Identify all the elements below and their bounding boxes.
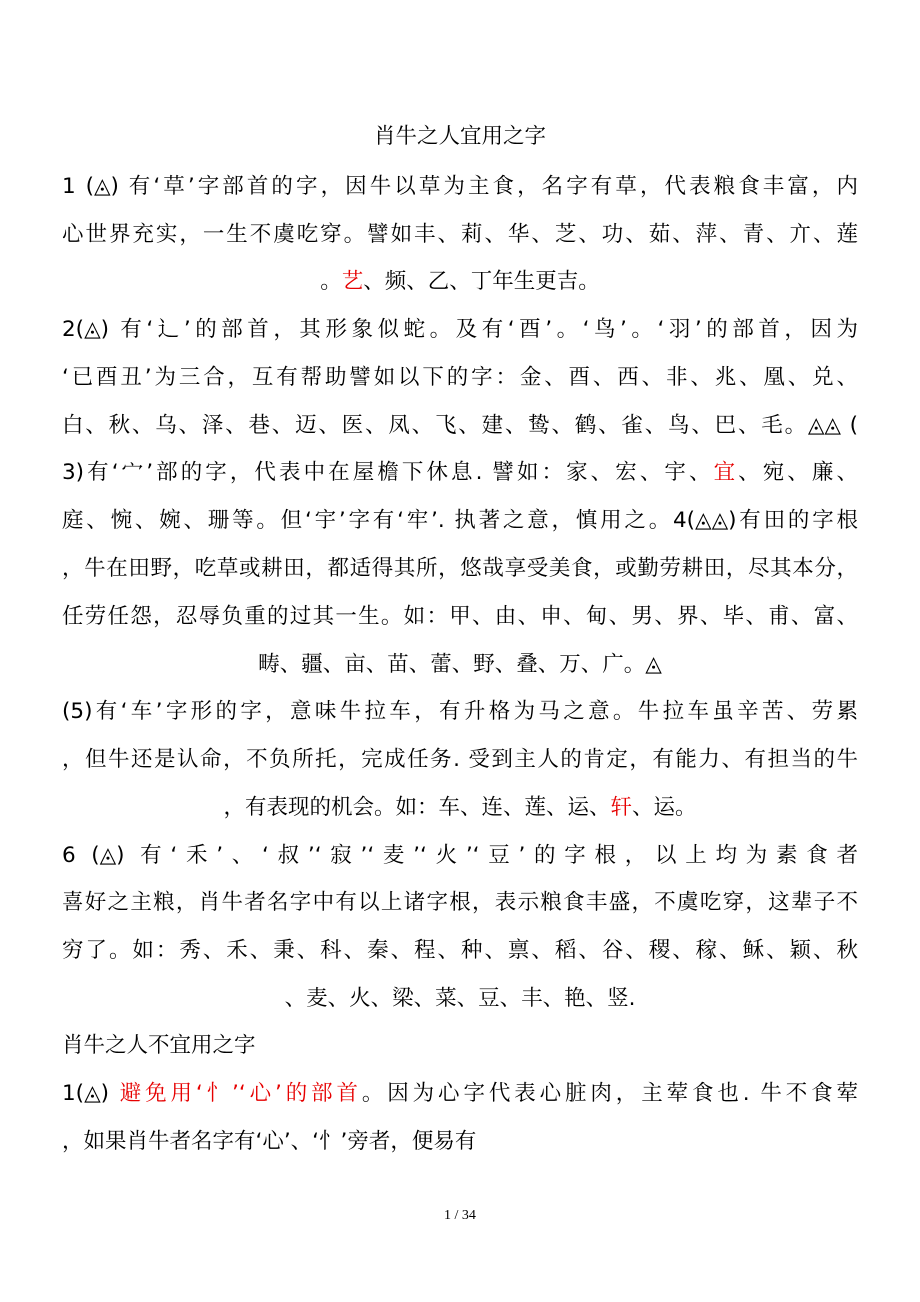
text-segment: 肖牛之人不宜用之字 [62,1033,256,1058]
text-line [62,220,858,250]
text-line [62,793,858,823]
text-line [62,1127,858,1157]
text-line [62,363,858,393]
text-line [62,841,858,871]
text-segment: 心世界充实，一生不虞吃穿。譬如丰、莉、华、芝、功、茹、萍、青、亣、莲 [62,222,858,247]
text-line [62,745,858,775]
text-segment: ，牛在田野，吃草或耕田，都适得其所，悠哉享受美食，或勤劳耕田，尽其本分， [62,556,858,581]
text-segment: ‘已酉丑’为三合，互有帮助譬如以下的字：金、酉、西、非、兆、凰、兑、 [62,365,858,390]
text-line [62,267,858,297]
text-line [62,697,858,727]
text-line [62,554,858,584]
text-segment: ，如果肖牛者名字有‘心’、‘忄’旁者，便易有 [62,1129,477,1154]
text-line [62,888,858,918]
text-segment: 、麦、火、梁、菜、豆、丰、艳、竖. [284,986,636,1011]
text-segment: ，但牛还是认命，不负所托，完成任务. 受到主人的肯定，有能力、有担当的牛 [62,747,858,772]
text-line [62,458,858,488]
highlight-text: 宜 [713,460,739,485]
page-number: 1 / 34 [444,1208,476,1223]
text-line [62,602,858,632]
text-segment: 1 (◬) 有‘草’字部首的字，因牛以草为主食，名字有草，代表粮食丰富，内 [62,174,858,199]
text-line [62,650,858,680]
text-segment: 、频、乙、丁年生更吉。 [363,269,600,294]
text-line [62,1079,858,1109]
text-segment: 任劳任怨，忍辱负重的过其一生。如：甲、由、申、甸、男、界、毕、甫、富、 [62,604,858,629]
text-line [62,506,858,536]
text-segment: 庭、惋、婉、珊等。但‘宇’字有‘牢’. 执著之意，慎用之。4(◬◬)有田的字根 [62,508,858,533]
highlight-text: 艺 [341,269,364,294]
text-line [62,984,858,1014]
text-segment: 喜好之主粮，肖牛者名字中有以上诸字根，表示粮食丰盛，不虞吃穿，这辈子不 [62,890,858,915]
text-segment: 3)有‘宀’部的字，代表中在屋檐下休息. 譬如：家、宏、宇、 [62,460,714,485]
text-line [62,315,858,345]
page-title: 肖牛之人宜用之字 [373,124,546,149]
text-segment: ，有表现的机会。如：车、连、莲、运、 [223,795,611,820]
text-segment: 、宛、廉、 [738,460,858,485]
highlight-text: 轩 [610,795,632,820]
text-segment: 2(◬) 有‘辶’的部首，其形象似蛇。及有‘酉’。‘鸟’。‘羽’的部首，因为 [62,317,859,342]
text-segment: 6 (◬) 有‘禾’、‘叔’‘寂’‘麦’‘火’‘豆’的字根，以上均为素食者 [62,843,858,868]
text-segment: 穷了。如：秀、禾、秉、科、秦、程、种、禀、稻、谷、稷、稼、稣、颖、秋 [62,938,858,963]
text-segment: 白、秋、乌、泽、巷、迈、医、凤、飞、建、鸷、鹤、雀、鸟、巴、毛。◬◬ ( [62,413,858,438]
text-line [62,936,858,966]
text-segment: (5)有‘车’字形的字，意味牛拉车，有升格为马之意。牛拉车虽辛苦、劳累 [62,699,858,724]
highlight-text: 避免用‘忄’‘心’的部首 [119,1081,362,1106]
text-segment: 。因为心字代表心脏肉，主荤食也. 牛不食荤 [361,1081,858,1106]
text-segment: 、运。 [632,795,697,820]
text-line [62,411,858,441]
text-segment: 畴、疆、亩、苗、蕾、野、叠、万、广。◬ [258,652,662,677]
text-segment: 。 [320,269,342,294]
text-segment: 1(◬) [62,1081,120,1106]
text-line [62,1031,858,1061]
text-line [62,172,858,202]
